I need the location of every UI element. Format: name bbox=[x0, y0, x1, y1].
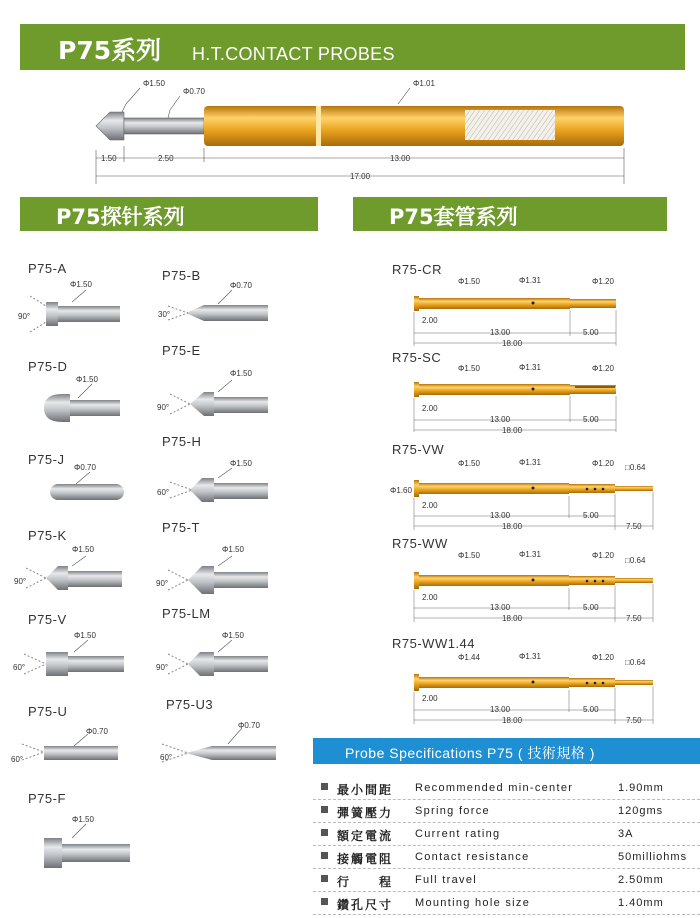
ww144-d3: Φ1.20 bbox=[592, 653, 614, 662]
probe-lm-dia: Φ1.50 bbox=[222, 631, 244, 640]
spec-row-min-center bbox=[313, 777, 700, 800]
cr-d2: Φ1.31 bbox=[519, 276, 541, 285]
probe-name-f: P75-F bbox=[28, 791, 66, 806]
cr-d3: Φ1.20 bbox=[592, 277, 614, 286]
spec-row-current-rating bbox=[313, 823, 700, 846]
bullet-icon bbox=[321, 875, 328, 882]
receptacle-name-ww144: R75-WW1.44 bbox=[392, 636, 476, 651]
ww-b: 13.00 bbox=[490, 603, 511, 612]
spec-label-en: Spring force bbox=[415, 805, 490, 817]
probe-e-dia: Φ1.50 bbox=[230, 369, 252, 378]
probe-u-dia: Φ0.70 bbox=[86, 727, 108, 736]
vw-collar: Φ1.60 bbox=[390, 486, 412, 495]
cr-d1: Φ1.50 bbox=[458, 277, 480, 286]
probe-u3-drawing bbox=[162, 728, 276, 762]
spec-value: 1.90mm bbox=[618, 782, 664, 794]
spec-label-zh: 行 程 bbox=[337, 875, 394, 889]
ww-tail: 7.50 bbox=[626, 614, 642, 623]
probe-name-h: P75-H bbox=[162, 434, 202, 449]
probe-h-angle: 60° bbox=[157, 488, 170, 497]
receptacle-ww-drawing bbox=[414, 572, 653, 589]
receptacle-ww144-drawing bbox=[414, 674, 653, 691]
main-dia-plunger: Φ0.70 bbox=[183, 87, 205, 96]
spec-label-en: Mounting hole size bbox=[415, 897, 531, 909]
probe-v-dia: Φ1.50 bbox=[74, 631, 96, 640]
probe-b-drawing bbox=[168, 290, 268, 321]
ww144-total: 18.00 bbox=[502, 716, 523, 725]
spec-label-en: Full travel bbox=[415, 874, 477, 886]
ww144-d2: Φ1.31 bbox=[519, 652, 541, 661]
probe-t-drawing bbox=[168, 556, 268, 594]
spec-table-title: Probe Specifications P75 ( 技術規格 ) bbox=[313, 738, 700, 764]
spec-value: 120gms bbox=[618, 805, 664, 817]
probe-lm-angle: 90° bbox=[156, 663, 169, 672]
probe-name-e: P75-E bbox=[162, 343, 201, 358]
ww-c: 5.00 bbox=[583, 603, 599, 612]
bullet-icon bbox=[321, 783, 328, 790]
probe-name-v: P75-V bbox=[28, 612, 67, 627]
sc-d1: Φ1.50 bbox=[458, 364, 480, 373]
probe-k-dia: Φ1.50 bbox=[72, 545, 94, 554]
bullet-icon bbox=[321, 898, 328, 905]
probe-u3-angle: 60° bbox=[160, 753, 173, 762]
ww-total: 18.00 bbox=[502, 614, 523, 623]
bullet-icon bbox=[321, 829, 328, 836]
cr-a: 2.00 bbox=[422, 316, 438, 325]
spec-value: 2.50mm bbox=[618, 874, 664, 886]
vw-total: 18.00 bbox=[502, 522, 523, 531]
main-probe-drawing bbox=[96, 79, 624, 184]
probe-k-angle: 90° bbox=[14, 577, 27, 586]
sc-c: 5.00 bbox=[583, 415, 599, 424]
ww-d1: Φ1.50 bbox=[458, 551, 480, 560]
spec-row-mounting-hole bbox=[313, 892, 700, 915]
probe-section-title: P75探针系列 bbox=[56, 205, 185, 229]
probe-h-drawing bbox=[170, 468, 268, 502]
spec-label-zh: 額定電流 bbox=[337, 829, 394, 843]
receptacle-name-sc: R75-SC bbox=[392, 350, 442, 365]
vw-d3: Φ1.20 bbox=[592, 459, 614, 468]
main-len-plunger: 2.50 bbox=[158, 154, 174, 163]
probe-f-drawing bbox=[44, 824, 130, 868]
spec-label-zh: 鑽孔尺寸 bbox=[337, 898, 394, 912]
main-dia-barrel: Φ1.01 bbox=[413, 79, 435, 88]
ww144-c: 5.00 bbox=[583, 705, 599, 714]
vw-sq: □0.64 bbox=[625, 463, 646, 472]
probe-a-drawing bbox=[30, 290, 120, 332]
cr-total: 18.00 bbox=[502, 339, 523, 348]
receptacle-name-cr: R75-CR bbox=[392, 262, 442, 277]
probe-name-a: P75-A bbox=[28, 261, 67, 276]
ww144-d1: Φ1.44 bbox=[458, 653, 480, 662]
probe-name-u: P75-U bbox=[28, 704, 68, 719]
ww144-b: 13.00 bbox=[490, 705, 511, 714]
main-len-barrel: 13.00 bbox=[390, 154, 411, 163]
spec-row-contact-resistance bbox=[313, 846, 700, 869]
vw-b: 13.00 bbox=[490, 511, 511, 520]
receptacle-sc-drawing bbox=[414, 382, 616, 397]
vw-d1: Φ1.50 bbox=[458, 459, 480, 468]
bullet-icon bbox=[321, 852, 328, 859]
probe-f-dia: Φ1.50 bbox=[72, 815, 94, 824]
probe-t-dia: Φ1.50 bbox=[222, 545, 244, 554]
ww-sq: □0.64 bbox=[625, 556, 646, 565]
spec-label-zh: 彈簧壓力 bbox=[337, 806, 394, 820]
probe-name-d: P75-D bbox=[28, 359, 68, 374]
spec-label-zh: 最小間距 bbox=[337, 783, 394, 797]
receptacle-section-title: P75套管系列 bbox=[389, 205, 518, 229]
probe-h-dia: Φ1.50 bbox=[230, 459, 252, 468]
probe-lm-drawing bbox=[168, 640, 268, 676]
bullet-icon bbox=[321, 806, 328, 813]
receptacle-dimension-lines bbox=[414, 310, 653, 724]
probe-name-lm: P75-LM bbox=[162, 606, 211, 621]
spec-row-spring-force bbox=[313, 800, 700, 823]
vw-c: 5.00 bbox=[583, 511, 599, 520]
probe-a-angle: 90° bbox=[18, 312, 31, 321]
sc-d3: Φ1.20 bbox=[592, 364, 614, 373]
probe-name-t: P75-T bbox=[162, 520, 200, 535]
receptacle-cr-drawing bbox=[414, 296, 616, 311]
ww-d3: Φ1.20 bbox=[592, 551, 614, 560]
vw-tail: 7.50 bbox=[626, 522, 642, 531]
receptacle-labels bbox=[390, 276, 646, 725]
ww-a: 2.00 bbox=[422, 593, 438, 602]
probe-u-drawing bbox=[22, 734, 118, 760]
receptacle-name-vw: R75-VW bbox=[392, 442, 445, 457]
probe-u-angle: 60° bbox=[11, 755, 24, 764]
probe-name-j: P75-J bbox=[28, 452, 65, 467]
series-title: P75系列 bbox=[58, 36, 162, 65]
spec-row-full-travel bbox=[313, 869, 700, 892]
probe-j-drawing bbox=[50, 472, 124, 500]
ww144-tail: 7.50 bbox=[626, 716, 642, 725]
cr-c: 5.00 bbox=[583, 328, 599, 337]
probe-name-k: P75-K bbox=[28, 528, 67, 543]
main-len-tip: 1.50 bbox=[101, 154, 117, 163]
probe-e-drawing bbox=[170, 380, 268, 416]
spec-label-en: Recommended min-center bbox=[415, 782, 574, 794]
sc-total: 18.00 bbox=[502, 426, 523, 435]
receptacle-name-ww: R75-WW bbox=[392, 536, 448, 551]
ww144-sq: □0.64 bbox=[625, 658, 646, 667]
probe-name-u3: P75-U3 bbox=[166, 697, 214, 712]
probe-d-drawing bbox=[44, 384, 120, 422]
spec-label-en: Current rating bbox=[415, 828, 501, 840]
vw-d2: Φ1.31 bbox=[519, 458, 541, 467]
cr-b: 13.00 bbox=[490, 328, 511, 337]
probe-b-angle: 30° bbox=[158, 310, 171, 319]
main-dia-tip: Φ1.50 bbox=[143, 79, 165, 88]
spec-value: 3A bbox=[618, 828, 634, 840]
sc-a: 2.00 bbox=[422, 404, 438, 413]
vw-a: 2.00 bbox=[422, 501, 438, 510]
spec-label-zh: 接觸電阻 bbox=[337, 852, 394, 866]
sc-d2: Φ1.31 bbox=[519, 363, 541, 372]
probe-k-drawing bbox=[26, 556, 122, 590]
receptacle-vw-drawing bbox=[414, 480, 653, 497]
probe-v-drawing bbox=[24, 640, 124, 676]
probe-u3-dia: Φ0.70 bbox=[238, 721, 260, 730]
probe-name-b: P75-B bbox=[162, 268, 201, 283]
probe-e-angle: 90° bbox=[157, 403, 170, 412]
spec-label-en: Contact resistance bbox=[415, 851, 530, 863]
sc-b: 13.00 bbox=[490, 415, 511, 424]
spec-value: 1.40mm bbox=[618, 897, 664, 909]
series-subtitle: H.T.CONTACT PROBES bbox=[192, 44, 395, 64]
ww144-a: 2.00 bbox=[422, 694, 438, 703]
probe-v-angle: 60° bbox=[13, 663, 26, 672]
probe-j-dia: Φ0.70 bbox=[74, 463, 96, 472]
spec-value: 50milliohms bbox=[618, 851, 688, 863]
probe-a-dia: Φ1.50 bbox=[70, 280, 92, 289]
probe-b-dia: Φ0.70 bbox=[230, 281, 252, 290]
probe-d-dia: Φ1.50 bbox=[76, 375, 98, 384]
probe-t-angle: 90° bbox=[156, 579, 169, 588]
main-len-total: 17.00 bbox=[350, 172, 371, 181]
ww-d2: Φ1.31 bbox=[519, 550, 541, 559]
